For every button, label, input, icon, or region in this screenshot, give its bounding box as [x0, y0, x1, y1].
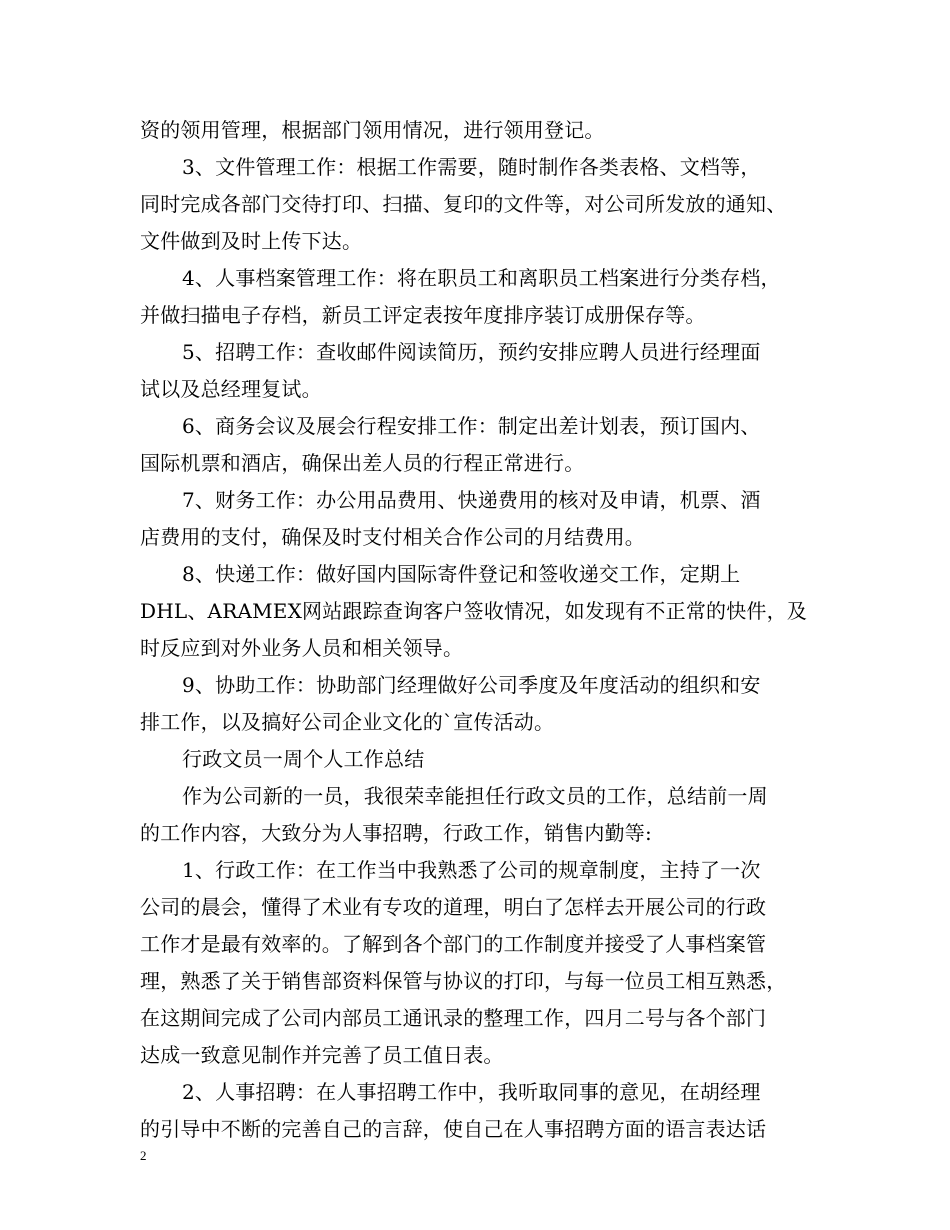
text-line: 9、协助工作：协助部门经理做好公司季度及年度活动的组织和安	[182, 673, 761, 697]
text-line: 作为公司新的一员，我很荣幸能担任行政文员的工作，总结前一周	[182, 784, 768, 808]
page-number: 2	[140, 1148, 147, 1163]
text-line: 在这期间完成了公司内部员工通讯录的整理工作，四月二号与各个部门	[140, 1006, 767, 1030]
text-line: 试以及总经理复试。	[140, 377, 322, 401]
text-line: 6、商务会议及展会行程安排工作：制定出差计划表，预订国内、	[182, 414, 761, 438]
text-line: DHL、ARAMEX网站跟踪查询客户签收情况，如发现有不正常的快件，及	[140, 599, 808, 623]
text-line: 3、文件管理工作：根据工作需要，随时制作各类表格、文档等，	[182, 155, 761, 179]
text-line: 7、财务工作：办公用品费用、快递费用的核对及申请，机票、酒	[182, 488, 761, 512]
text-line: 工作才是最有效率的。了解到各个部门的工作制度并接受了人事档案管	[140, 932, 767, 956]
text-line: 并做扫描电子存档，新员工评定表按年度排序装订成册保存等。	[140, 303, 706, 327]
text-line: 店费用的支付，确保及时支付相关合作公司的月结费用。	[140, 525, 645, 549]
text-line: 5、招聘工作：查收邮件阅读简历，预约安排应聘人员进行经理面	[182, 340, 761, 364]
document-body	[140, 112, 820, 1148]
text-line: 行政文员一周个人工作总结	[182, 747, 425, 771]
text-line: 4、人事档案管理工作：将在职员工和离职员工档案进行分类存档，	[182, 266, 781, 290]
text-line: 资的领用管理，根据部门领用情况，进行领用登记。	[140, 118, 605, 142]
text-line: 2、人事招聘：在人事招聘工作中，我听取同事的意见，在胡经理	[182, 1080, 761, 1104]
text-line: 理，熟悉了关于销售部资料保管与协议的打印，与每一位员工相互熟悉，	[140, 969, 787, 993]
text-line: 的引导中不断的完善自己的言辞，使自己在人事招聘方面的语言表达话	[140, 1117, 767, 1141]
text-line: 同时完成各部门交待打印、扫描、复印的文件等，对公司所发放的通知、	[140, 192, 787, 216]
text-line: 国际机票和酒店，确保出差人员的行程正常进行。	[140, 451, 585, 475]
text-line: 文件做到及时上传下达。	[140, 229, 363, 253]
text-line: 达成一致意见制作并完善了员工值日表。	[140, 1043, 504, 1067]
text-line: 8、快递工作：做好国内国际寄件登记和签收递交工作，定期上	[182, 562, 741, 586]
text-line: 的工作内容，大致分为人事招聘，行政工作，销售内勤等:	[140, 821, 652, 845]
text-line: 排工作，以及搞好公司企业文化的`宣传活动。	[140, 710, 555, 734]
text-line: 1、行政工作：在工作当中我熟悉了公司的规章制度，主持了一次	[182, 858, 761, 882]
text-line: 时反应到对外业务人员和相关领导。	[140, 636, 464, 660]
text-line: 公司的晨会，懂得了术业有专攻的道理，明白了怎样去开展公司的行政	[140, 895, 767, 919]
